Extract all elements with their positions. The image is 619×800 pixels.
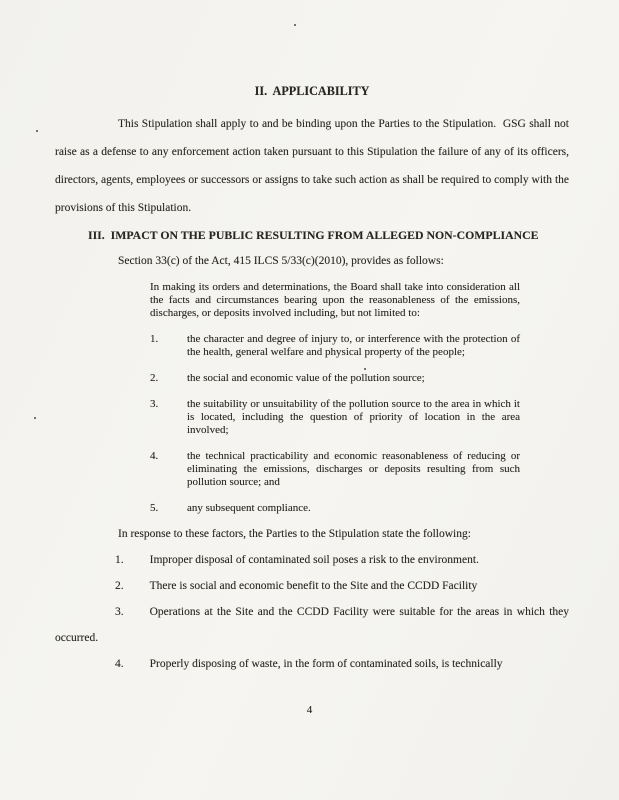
list-item-number: 2. [150, 372, 159, 384]
list-item-number: 4. [115, 658, 124, 670]
list-item-number: 5. [150, 502, 159, 514]
scan-speck [34, 417, 36, 419]
factor-item-1 [150, 333, 520, 359]
factor-item-5 [150, 502, 520, 515]
list-item-number: 1. [115, 554, 124, 566]
list-item-number: 1. [150, 333, 159, 345]
scan-speck [36, 130, 38, 132]
scan-speck [294, 24, 296, 26]
statute-quote-block [150, 281, 520, 515]
page-number: 4 [306, 704, 313, 716]
response-intro-line: In response to these factors, the Parties to the Stipulation state the following: [118, 528, 471, 540]
factor-item-4 [150, 450, 520, 489]
factor-item-2 [150, 372, 520, 385]
list-item-number: 3. [150, 398, 159, 410]
response-item-4 [55, 651, 569, 677]
list-item-text: Operations at the Site and the CCDD Facility were suitable for the areas in which they occurred. [55, 606, 569, 644]
list-item-text: There is social and economic benefit to the Site and the CCDD Facility [149, 580, 478, 592]
response-item-1 [55, 547, 569, 573]
factor-item-3 [150, 398, 520, 437]
response-item-3 [55, 599, 569, 651]
section-ii-heading: II. APPLICABILITY [254, 84, 370, 98]
list-item-number: 2. [115, 580, 124, 592]
list-item-text: Improper disposal of contaminated soil poses a risk to the environment. [149, 554, 479, 566]
list-item-text: the social and economic value of the pollution source; [187, 372, 425, 384]
list-item-number: 3. [115, 606, 124, 618]
list-item-number: 4. [150, 450, 159, 462]
statute-citation-line: Section 33(c) of the Act, 415 ILCS 5/33(c)(2010), provides as follows: [118, 255, 444, 267]
scan-speck [364, 368, 366, 370]
list-item-text: the character and degree of injury to, or interference with the protection of the health, general welfare and physical property of the people; [187, 333, 520, 358]
section-iii-heading: III. IMPACT ON THE PUBLIC RESULTING FROM ALLEGED NON-COMPLIANCE [88, 228, 539, 242]
list-item-text: the technical practicability and economic reasonableness of reducing or eliminating the emissions, discharges or deposits resulting from such pollution source; and [187, 450, 520, 488]
statute-quote-intro: In making its orders and determinations, the Board shall take into consideration all the facts and circumstances bearing upon the reasonableness of the emissions, discharges, or deposits involved including, but not limited to: [150, 281, 520, 319]
response-item-2 [55, 573, 569, 599]
applicability-paragraph: This Stipulation shall apply to and be binding upon the Parties to the Stipulation. GSG shall not raise as a defense to any enforcement action taken pursuant to this Stipulation the failure of any of its officers, directors, agents, employees or successors or assigns to take such action as shall be required to comply with the provisions of this Stipulation. [55, 118, 569, 214]
list-item-text: any subsequent compliance. [187, 502, 311, 514]
list-item-text: the suitability or unsuitability of the pollution source to the area in which it is located, including the question of priority of location in the area involved; [187, 398, 520, 436]
list-item-text: Properly disposing of waste, in the form of contaminated soils, is technically [149, 658, 503, 670]
